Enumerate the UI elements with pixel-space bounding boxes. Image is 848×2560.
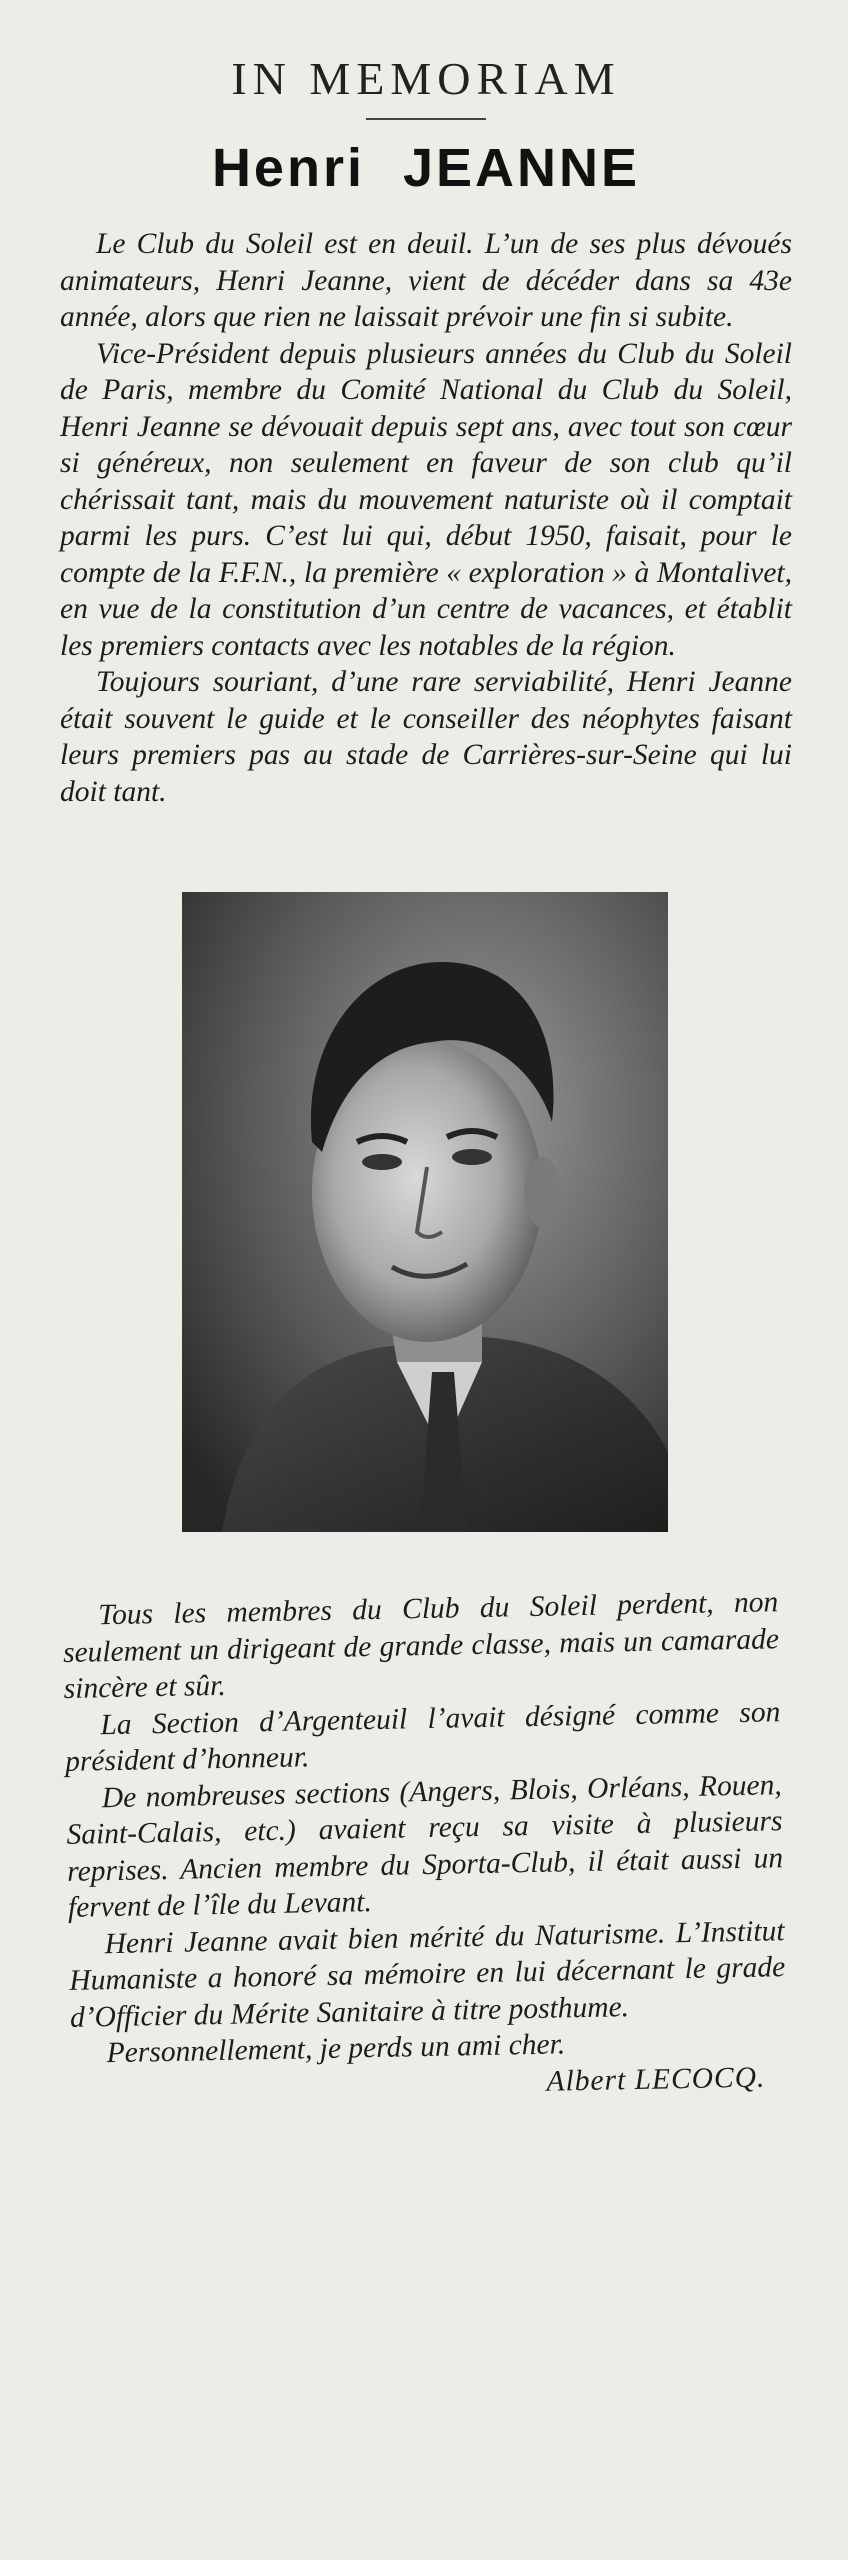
portrait-image (182, 892, 668, 1532)
author-signature: Albert LECOCQ. (546, 2061, 766, 2098)
intro-text (60, 226, 792, 810)
first-name: Henri (211, 138, 365, 198)
person-name (60, 136, 792, 200)
last-name: JEANNE (402, 138, 641, 198)
paragraph: Vice-Président depuis plusieurs années du Club du Soleil de Paris, membre du Comité National du Club du Soleil, Henri Jeanne se dévouait depuis sept ans, avec tout son cœur si généreux, non seulement en faveur de son club qu’il chérissait tant, mais du mouvement naturiste où il comptait parmi les purs. C’est lui qui, début 1950, faisait, pour le compte de la F.F.N., la première « exploration » à Montalivet, en vue de la constitution d’un centre de vacances, et établit les premiers contacts avec les notables de la région. (60, 337, 792, 662)
heading-divider (366, 118, 486, 120)
paragraph: Tous les membres du Club du Soleil perdent, non seulement un dirigeant de grande classe, mais un camarade sincère et sûr. (62, 1586, 780, 1705)
portrait-photo (182, 892, 668, 1532)
section-heading: IN MEMORIAM (231, 53, 621, 104)
paragraph: Toujours souriant, d’une rare serviabilité, Henri Jeanne était souvent le guide et le conseiller des néophytes faisant leurs premiers pas au stade de Carrières-sur-Seine qui lui doit tant. (60, 666, 792, 808)
paragraph: Le Club du Soleil est en deuil. L’un de ses plus dévoués animateurs, Henri Jeanne, vient de décéder dans sa 43e année, alors que rien ne laissait prévoir une fin si subite. (60, 228, 792, 333)
paragraph: Henri Jeanne avait bien mérité du Naturisme. L’Institut Humaniste a honoré sa mémoire en lui décernant le grade d’Officier du Mérite Sanitaire à titre posthume. (69, 1914, 786, 2034)
closing-text (60, 1584, 802, 2109)
paragraph: Personnellement, je perds un ami cher. (106, 2028, 566, 2070)
paragraph: La Section d’Argenteuil l’avait désigné comme son président d’honneur. (64, 1695, 781, 1778)
paragraph: De nombreuses sections (Angers, Blois, Orléans, Rouen, Saint-Calais, etc.) avaient reçu sa visite à plusieurs reprises. Ancien membre du Sporta-Club, il était aussi un fervent de l’île du Levant. (66, 1768, 784, 1924)
